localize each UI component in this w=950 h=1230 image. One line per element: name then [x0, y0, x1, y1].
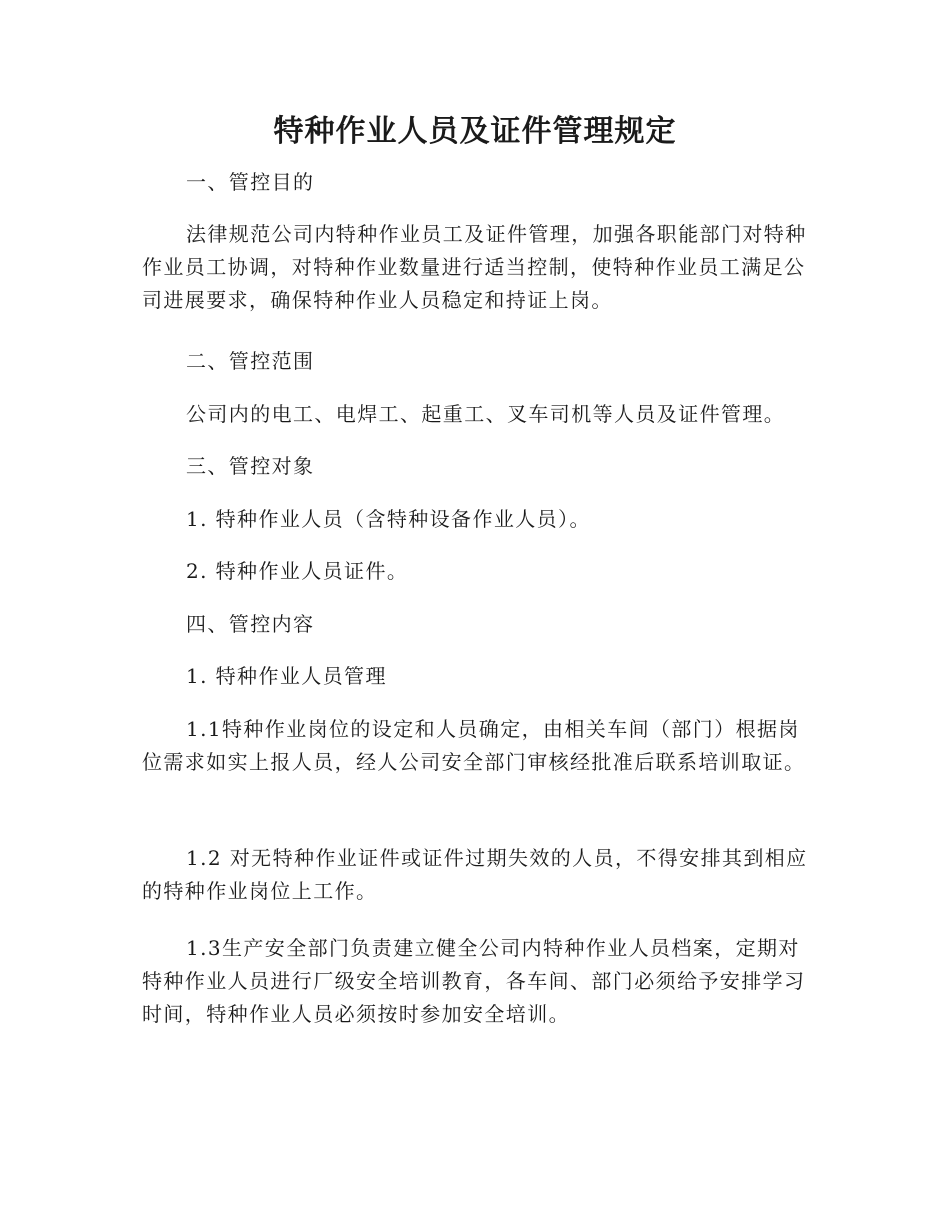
paragraph-1-3-text: 1.3生产安全部门负责建立健全公司内特种作业人员档案，定期对特种作业人员进行厂级安全培训教育，各车间、部门必须给予安排学习时间，特种作业人员必须按时参加安全培训。: [142, 936, 806, 1026]
paragraph-1-2: [142, 842, 808, 908]
section-heading-purpose: 一、管控目的: [186, 170, 315, 194]
section-heading-content: 四、管控内容: [186, 612, 315, 636]
paragraph-purpose: [142, 218, 808, 317]
paragraph-scope: 公司内的电工、电焊工、起重工、叉车司机等人员及证件管理。: [186, 402, 786, 426]
paragraph-1-2-text: 1.2 对无特种作业证件或证件过期失效的人员，不得安排其到相应的特种作业岗位上工作。: [142, 846, 808, 903]
section-heading-scope: 二、管控范围: [186, 349, 315, 373]
paragraph-1-3: [142, 932, 808, 1031]
paragraph-1-1: [142, 713, 808, 779]
list-item-objects-1: 1. 特种作业人员（含特种设备作业人员）。: [186, 507, 591, 531]
paragraph-purpose-text: 法律规范公司内特种作业员工及证件管理，加强各职能部门对特种作业员工协调，对特种作业数量进行适当控制，使特种作业员工满足公司进展要求，确保特种作业人员稳定和持证上岗。: [142, 222, 807, 312]
subsection-heading-personnel: 1. 特种作业人员管理: [186, 664, 387, 688]
section-heading-objects: 三、管控对象: [186, 454, 315, 478]
document-title: 特种作业人员及证件管理规定: [273, 114, 677, 149]
list-item-objects-2: 2. 特种作业人员证件。: [186, 559, 409, 583]
paragraph-1-1-text: 1.1特种作业岗位的设定和人员确定，由相关车间（部门）根据岗位需求如实上报人员，经人公司安全部门审核经批准后联系培训取证。: [142, 717, 806, 774]
